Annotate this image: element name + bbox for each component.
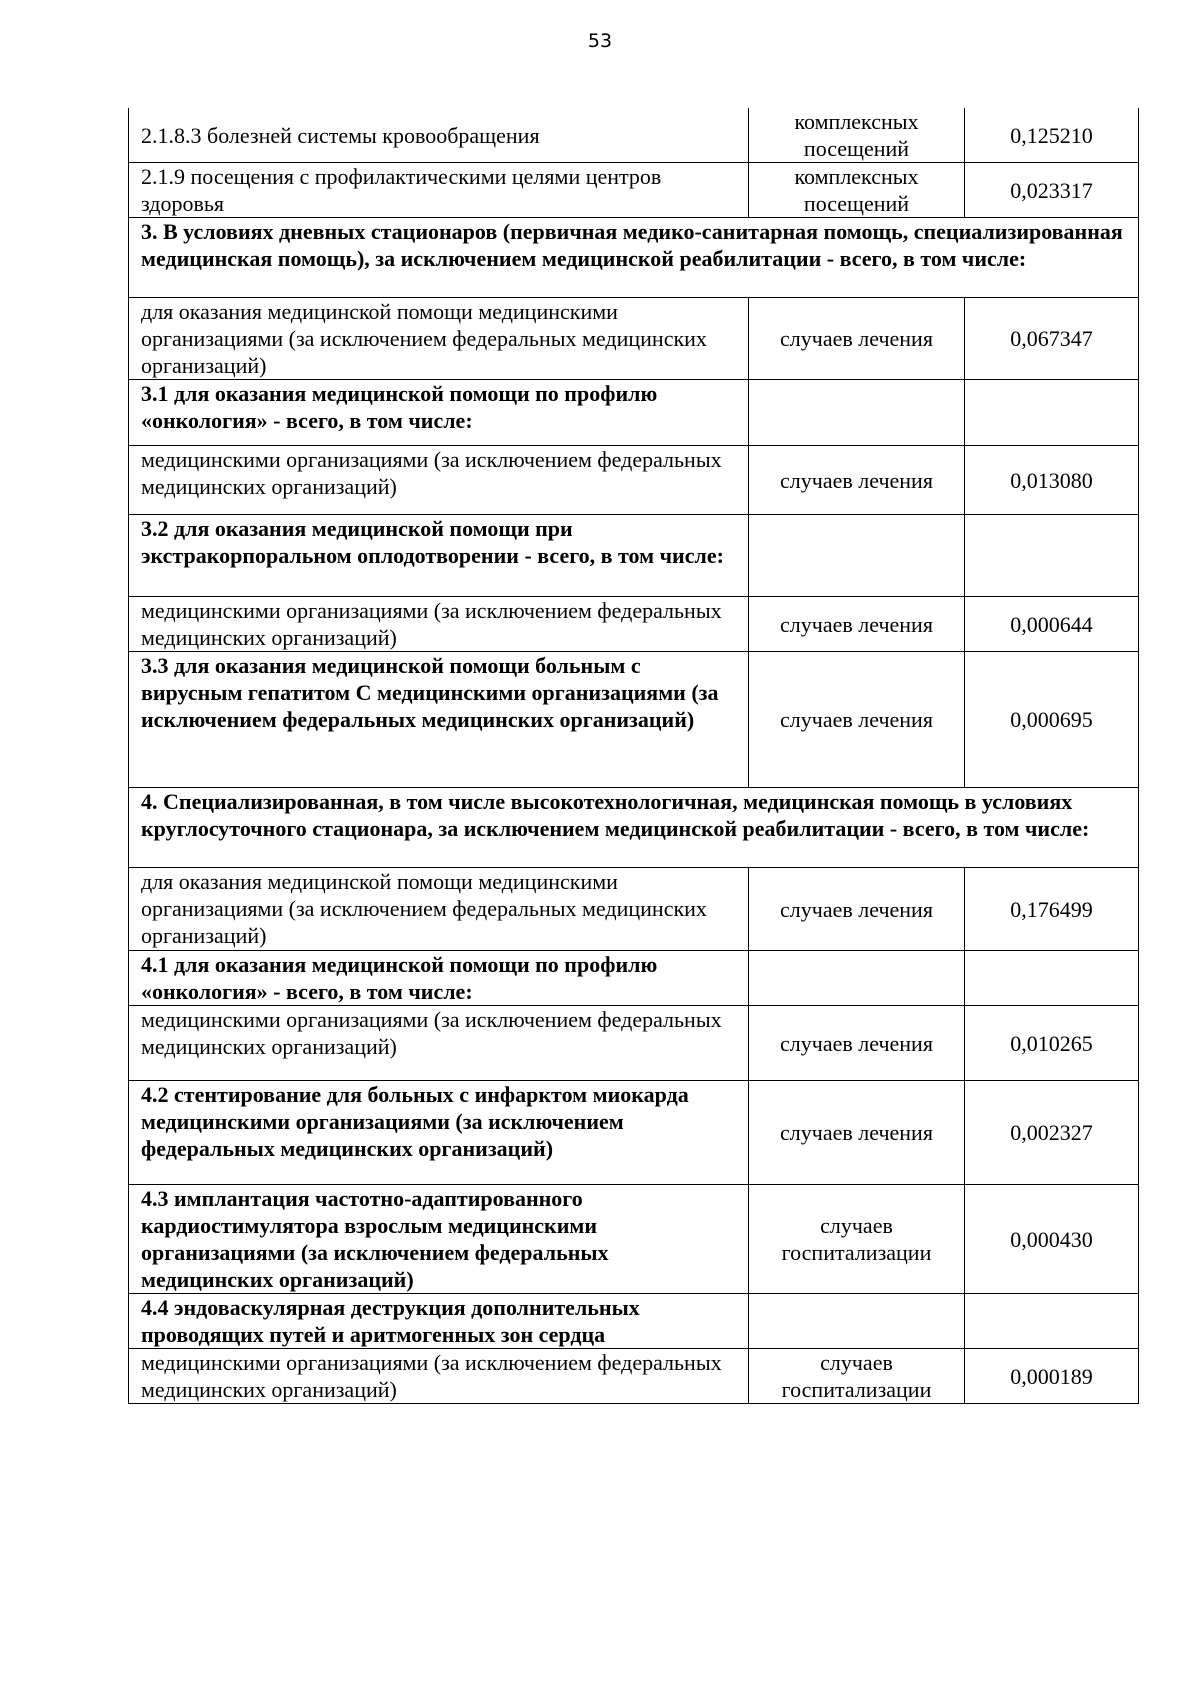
indicator-name-cell: 2.1.8.3 болезней системы кровообращения (129, 108, 749, 163)
norm-value-cell: 0,002327 (965, 1081, 1139, 1185)
indicator-name-cell: 2.1.9 посещения с профилактическими целями центров здоровья (129, 163, 749, 218)
norm-value-cell: 0,000189 (965, 1349, 1139, 1404)
norm-value-cell: 0,013080 (965, 446, 1139, 515)
indicator-name-cell: для оказания медицинской помощи медицинскими организациями (за исключением федеральных медицинских организаций) (129, 868, 749, 951)
section-title: 4. Специализированная, в том числе высокотехнологичная, медицинская помощь в условиях круглосуточного стационара, за исключением медицинской реабилитации - всего, в том числе: (129, 788, 1139, 868)
unit-cell: случаев лечения (749, 597, 965, 652)
table-row (129, 446, 1139, 515)
unit-cell: случаев лечения (749, 446, 965, 515)
table-row (129, 1006, 1139, 1081)
norm-value-cell: 0,000695 (965, 652, 1139, 788)
unit-cell: случаев госпитализации (749, 1349, 965, 1404)
page-number: 53 (587, 30, 613, 52)
indicator-name-cell: медицинскими организациями (за исключением федеральных медицинских организаций) (129, 1006, 749, 1081)
indicator-name-cell: 3.1 для оказания медицинской помощи по профилю «онкология» - всего, в том числе: (129, 380, 749, 446)
table-row (129, 380, 1139, 446)
norm-value-cell (965, 951, 1139, 1006)
table-row (129, 951, 1139, 1006)
unit-cell: комплексных посещений (749, 163, 965, 218)
indicator-name-cell: медицинскими организациями (за исключением федеральных медицинских организаций) (129, 446, 749, 515)
table-row (129, 298, 1139, 380)
indicator-name-cell: 4.4 эндоваскулярная деструкция дополнительных проводящих путей и аритмогенных зон сердца (129, 1294, 749, 1349)
table-row (129, 1294, 1139, 1349)
volume-norms-table (128, 108, 1139, 1404)
table-row (129, 868, 1139, 951)
indicator-name-cell: медицинскими организациями (за исключением федеральных медицинских организаций) (129, 597, 749, 652)
norm-value-cell (965, 380, 1139, 446)
indicator-name-cell: медицинскими организациями (за исключением федеральных медицинских организаций) (129, 1349, 749, 1404)
norm-value-cell: 0,000430 (965, 1185, 1139, 1294)
section-row (129, 788, 1139, 868)
norm-value-cell (965, 515, 1139, 597)
indicator-name-cell: 3.3 для оказания медицинской помощи больным с вирусным гепатитом С медицинскими организациями (за исключением федеральных медицинских организаций) (129, 652, 749, 788)
norm-value-cell: 0,023317 (965, 163, 1139, 218)
table-row (129, 515, 1139, 597)
table-body (129, 108, 1139, 1404)
unit-cell: случаев лечения (749, 1006, 965, 1081)
unit-cell: случаев госпитализации (749, 1185, 965, 1294)
indicator-name-cell: 4.1 для оказания медицинской помощи по профилю «онкология» - всего, в том числе: (129, 951, 749, 1006)
table-row (129, 652, 1139, 788)
norm-value-cell (965, 1294, 1139, 1349)
table-row (129, 1081, 1139, 1185)
unit-cell: случаев лечения (749, 1081, 965, 1185)
norm-value-cell: 0,176499 (965, 868, 1139, 951)
unit-cell (749, 380, 965, 446)
table-row (129, 163, 1139, 218)
table-row (129, 1349, 1139, 1404)
section-row (129, 218, 1139, 298)
unit-cell: случаев лечения (749, 652, 965, 788)
unit-cell (749, 1294, 965, 1349)
indicator-name-cell: для оказания медицинской помощи медицинскими организациями (за исключением федеральных медицинских организаций) (129, 298, 749, 380)
indicator-name-cell: 4.3 имплантация частотно-адаптированного кардиостимулятора взрослым медицинскими организациями (за исключением федеральных медицинских организаций) (129, 1185, 749, 1294)
norm-value-cell: 0,000644 (965, 597, 1139, 652)
norm-value-cell: 0,010265 (965, 1006, 1139, 1081)
table-row (129, 597, 1139, 652)
table-row (129, 108, 1139, 163)
unit-cell: комплексных посещений (749, 108, 965, 163)
unit-cell: случаев лечения (749, 868, 965, 951)
table-row (129, 1185, 1139, 1294)
unit-cell: случаев лечения (749, 298, 965, 380)
unit-cell (749, 951, 965, 1006)
indicator-name-cell: 3.2 для оказания медицинской помощи при экстракорпоральном оплодотворении - всего, в том числе: (129, 515, 749, 597)
unit-cell (749, 515, 965, 597)
norm-value-cell: 0,067347 (965, 298, 1139, 380)
indicator-name-cell: 4.2 стентирование для больных с инфарктом миокарда медицинскими организациями (за исключением федеральных медицинских организаций) (129, 1081, 749, 1185)
section-title: 3. В условиях дневных стационаров (первичная медико-санитарная помощь, специализированная медицинская помощь), за исключением медицинской реабилитации - всего, в том числе: (129, 218, 1139, 298)
norm-value-cell: 0,125210 (965, 108, 1139, 163)
